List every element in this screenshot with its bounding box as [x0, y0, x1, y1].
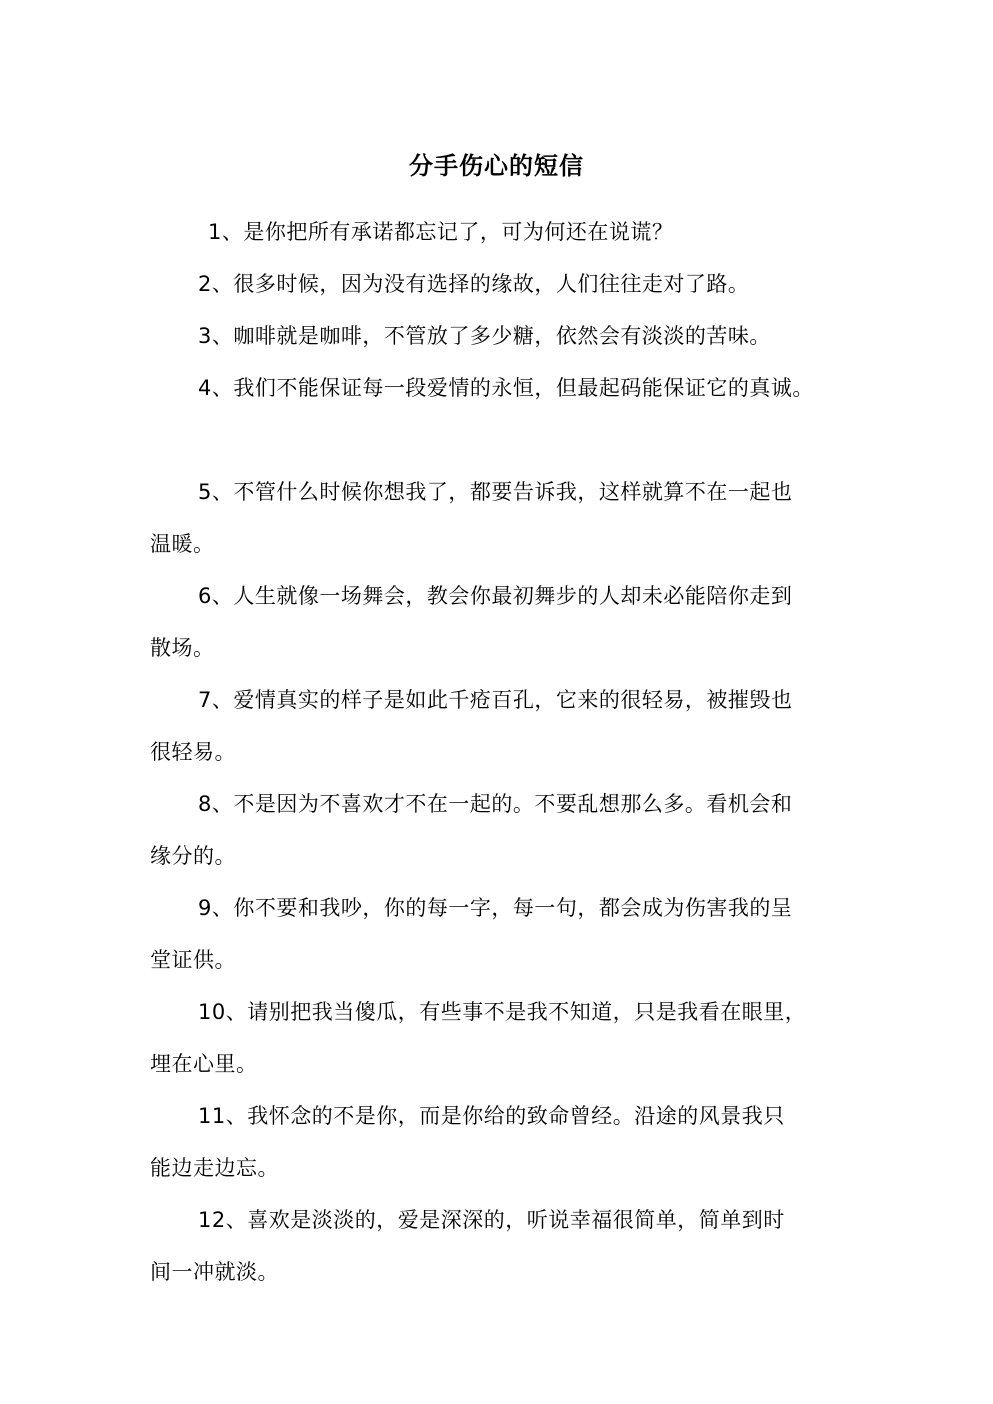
- item-continuation: 温暖。: [150, 532, 215, 556]
- list-item-2: [150, 258, 850, 310]
- list-item-5: [150, 466, 850, 570]
- item-continuation: 能边走边忘。: [150, 1156, 279, 1180]
- item-number: 7、: [198, 688, 234, 712]
- item-text: 你不要和我吵，你的每一字，每一句，都会成为伤害我的呈: [233, 896, 793, 920]
- list-item-6: [150, 570, 850, 674]
- item-continuation: 很轻易。: [150, 740, 236, 764]
- item-number: 10、: [198, 1000, 248, 1024]
- item-text: 人生就像一场舞会，教会你最初舞步的人却未必能陪你走到: [233, 584, 793, 608]
- item-text: 喜欢是淡淡的，爱是深深的，听说幸福很简单，简单到时: [247, 1208, 785, 1232]
- item-number: 9、: [198, 896, 234, 920]
- item-continuation: 堂证供。: [150, 948, 236, 972]
- item-number: 4、: [198, 376, 234, 400]
- item-text: 是你把所有承诺都忘记了，可为何还在说谎？: [243, 220, 674, 244]
- paragraph-gap: [150, 414, 850, 466]
- item-number: 1、: [208, 220, 244, 244]
- item-text: 咖啡就是咖啡，不管放了多少糖，依然会有淡淡的苦味。: [233, 324, 771, 348]
- list-item-9: [150, 882, 850, 986]
- list-item-12: [150, 1194, 850, 1298]
- list-item-7: [150, 674, 850, 778]
- item-number: 5、: [198, 480, 234, 504]
- item-number: 3、: [198, 324, 234, 348]
- item-number: 6、: [198, 584, 234, 608]
- item-text: 很多时候，因为没有选择的缘故，人们往往走对了路。: [233, 272, 750, 296]
- item-continuation: 间一冲就淡。: [150, 1260, 279, 1284]
- document-title: 分手伤心的短信: [409, 152, 584, 180]
- item-text: 不是因为不喜欢才不在一起的。不要乱想那么多。看机会和: [233, 792, 793, 816]
- item-number: 12、: [198, 1208, 248, 1232]
- item-continuation: 埋在心里。: [150, 1052, 258, 1076]
- list-item-4: [150, 362, 850, 414]
- list-item-8: [150, 778, 850, 882]
- list-item-3: [150, 310, 850, 362]
- list-item-1: [150, 206, 850, 258]
- item-continuation: 缘分的。: [150, 844, 236, 868]
- message-list: [150, 206, 850, 1298]
- item-text: 爱情真实的样子是如此千疮百孔，它来的很轻易，被摧毁也: [233, 688, 793, 712]
- item-number: 2、: [198, 272, 234, 296]
- item-number: 11、: [198, 1104, 248, 1128]
- item-number: 8、: [198, 792, 234, 816]
- item-text: 我怀念的不是你，而是你给的致命曾经。沿途的风景我只: [247, 1104, 785, 1128]
- item-continuation: 散场。: [150, 636, 215, 660]
- list-item-11: [150, 1090, 850, 1194]
- item-text: 我们不能保证每一段爱情的永恒，但最起码能保证它的真诚。: [233, 376, 814, 400]
- item-text: 请别把我当傻瓜，有些事不是我不知道，只是我看在眼里，: [247, 1000, 807, 1024]
- item-text: 不管什么时候你想我了，都要告诉我，这样就算不在一起也: [233, 480, 793, 504]
- list-item-10: [150, 986, 850, 1090]
